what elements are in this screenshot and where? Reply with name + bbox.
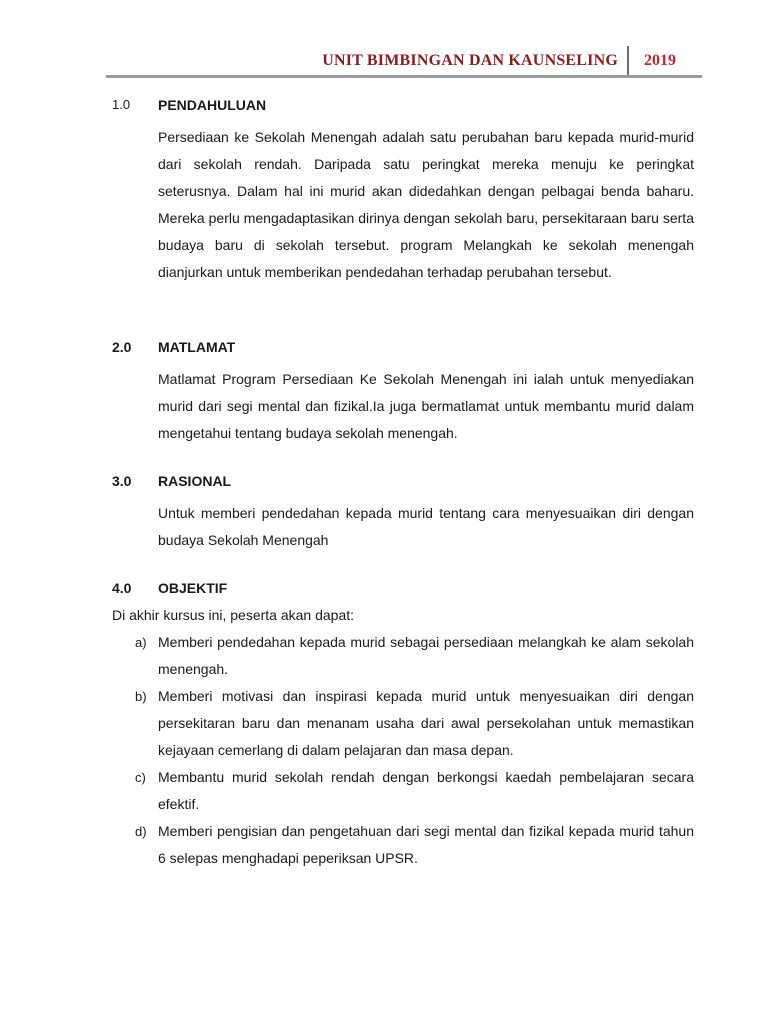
section-number: 4.0 [112,580,132,596]
header-divider [627,46,629,78]
list-item-text: Memberi motivasi dan inspirasi kepada murid untuk menyesuaikan diri dengan persekitaran baru dan menanam usaha dari awal persekolahan untuk memastikan kejayaan cemerlang di dalam pelajaran dan masa depan. [158,688,694,758]
page-header [106,44,702,80]
header-year: 2019 [644,52,676,69]
section-paragraph: Persediaan ke Sekolah Menengah adalah satu perubahan baru kepada murid-murid dari sekolah rendah. Daripada satu peringkat mereka menuju ke peringkat seterusnya. Dalam hal ini murid akan didedahkan dengan pelbagai benda baharu. Mereka perlu mengadaptasikan dirinya dengan sekolah baru, persekitaraan baru serta budaya baru di sekolah tersebut. program Melangkah ke sekolah menengah dianjurkan untuk memberikan pendedahan terhadap perubahan tersebut. [158,129,694,280]
section-number: 2.0 [112,339,132,355]
section-heading: MATLAMAT [158,339,236,355]
list-item [112,818,694,872]
list-item [112,683,694,764]
section-number: 3.0 [112,473,132,489]
section-number: 1.0 [112,97,131,112]
objectives-intro: Di akhir kursus ini, peserta akan dapat: [112,607,355,623]
list-item-text: Memberi pengisian dan pengetahuan dari segi mental dan fizikal kepada murid tahun 6 selepas menghadapi peperiksan UPSR. [158,823,694,866]
list-item [112,629,694,683]
section-heading: PENDAHULUAN [158,97,267,113]
list-item [112,764,694,818]
list-item-label: b) [135,689,147,704]
list-item-label: a) [135,635,147,650]
list-item-label: d) [135,824,147,839]
header-title: UNIT BIMBINGAN DAN KAUNSELING [322,52,618,69]
section-heading: RASIONAL [158,473,232,489]
header-rule [106,75,702,78]
objectives-list [112,629,694,872]
section-paragraph: Matlamat Program Persediaan Ke Sekolah Menengah ini ialah untuk menyediakan murid dari segi mental dan fizikal.Ia juga bermatlamat untuk membantu murid dalam mengetahui tentang budaya sekolah menengah. [158,371,694,441]
list-item-label: c) [135,770,146,785]
section-heading: OBJEKTIF [158,580,228,596]
list-item-text: Membantu murid sekolah rendah dengan berkongsi kaedah pembelajaran secara efektif. [158,769,694,812]
section-paragraph: Untuk memberi pendedahan kepada murid tentang cara menyesuaikan diri dengan budaya Sekolah Menengah [158,505,694,548]
list-item-text: Memberi pendedahan kepada murid sebagai persediaan melangkah ke alam sekolah menengah. [158,634,694,677]
